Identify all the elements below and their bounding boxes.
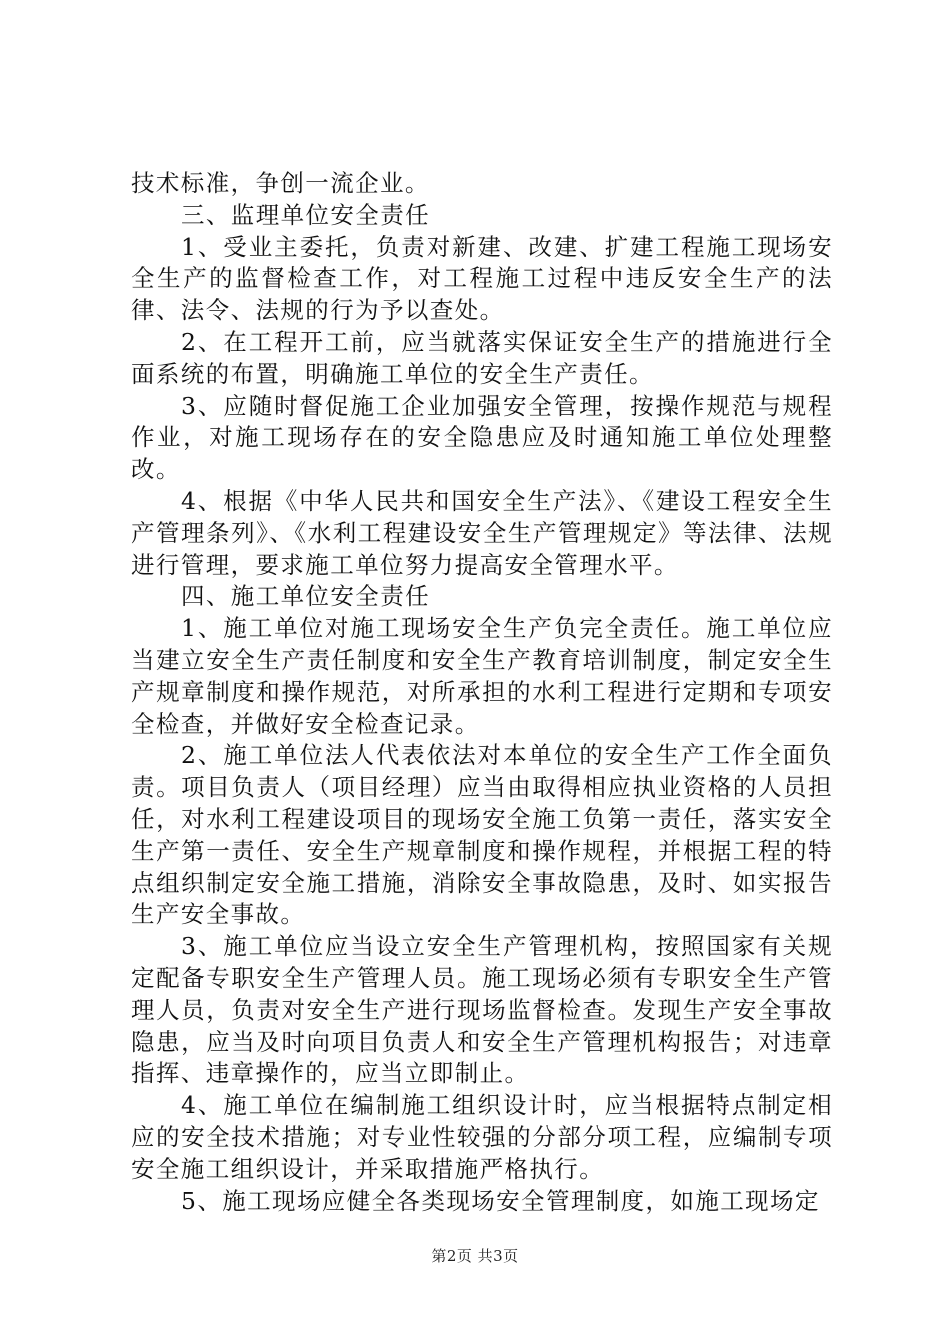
paragraph-supervision-4: 4、根据《中华人民共和国安全生产法》、《建设工程安全生产管理条列》、《水利工程建设安全生产管理规定》等法律、法规进行管理，要求施工单位努力提高安全管理水平。 — [131, 486, 833, 579]
page-number: 第2页 共3页 — [431, 1247, 519, 1265]
paragraph-construction-4: 4、施工单位在编制施工组织设计时，应当根据特点制定相应的安全技术措施；对专业性较强的分部分项工程，应编制专项安全施工组织设计，并采取措施严格执行。 — [131, 1091, 833, 1183]
paragraph-construction-2: 2、施工单位法人代表依法对本单位的安全生产工作全面负责。项目负责人（项目经理）应当由取得相应执业资格的人员担任，对水利工程建设项目的现场安全施工负第一责任，落实安全生产第一责任、安全生产规章制度和操作规程，并根据工程的特点组织制定安全施工措施，消除安全事故隐患，及时、如实报告生产安全事故。 — [131, 741, 833, 929]
document-body — [131, 168, 833, 1217]
paragraph-construction-5: 5、施工现场应健全各类现场安全管理制度，如施工现场定 — [181, 1186, 820, 1215]
paragraph-construction-3: 3、施工单位应当设立安全生产管理机构，按照国家有关规定配备专职安全生产管理人员。施工现场必须有专职安全生产管理人员，负责对安全生产进行现场监督检查。发现生产安全事故隐患，应当及时向项目负责人和安全生产管理机构报告；对违章指挥、违章操作的，应当立即制止。 — [131, 932, 833, 1088]
section-heading-construction: 四、施工单位安全责任 — [181, 582, 430, 611]
section-heading-supervision: 三、监理单位安全责任 — [181, 200, 430, 229]
paragraph-supervision-1: 1、受业主委托，负责对新建、改建、扩建工程施工现场安全生产的监督检查工作，对工程施工过程中违反安全生产的法律、法令、法规的行为予以查处。 — [131, 232, 833, 325]
paragraph-construction-1: 1、施工单位对施工现场安全生产负完全责任。施工单位应当建立安全生产责任制度和安全生产教育培训制度，制定安全生产规章制度和操作规范，对所承担的水利工程进行定期和专项安全检查，并做好安全检查记录。 — [131, 614, 833, 738]
paragraph-supervision-3: 3、应随时督促施工企业加强安全管理，按操作规范与规程作业，对施工现场存在的安全隐患应及时通知施工单位处理整改。 — [131, 391, 833, 484]
paragraph-supervision-2: 2、在工程开工前，应当就落实保证安全生产的措施进行全面系统的布置，明确施工单位的安全生产责任。 — [131, 327, 833, 388]
paragraph-continuation: 技术标准，争创一流企业。 — [131, 169, 430, 197]
